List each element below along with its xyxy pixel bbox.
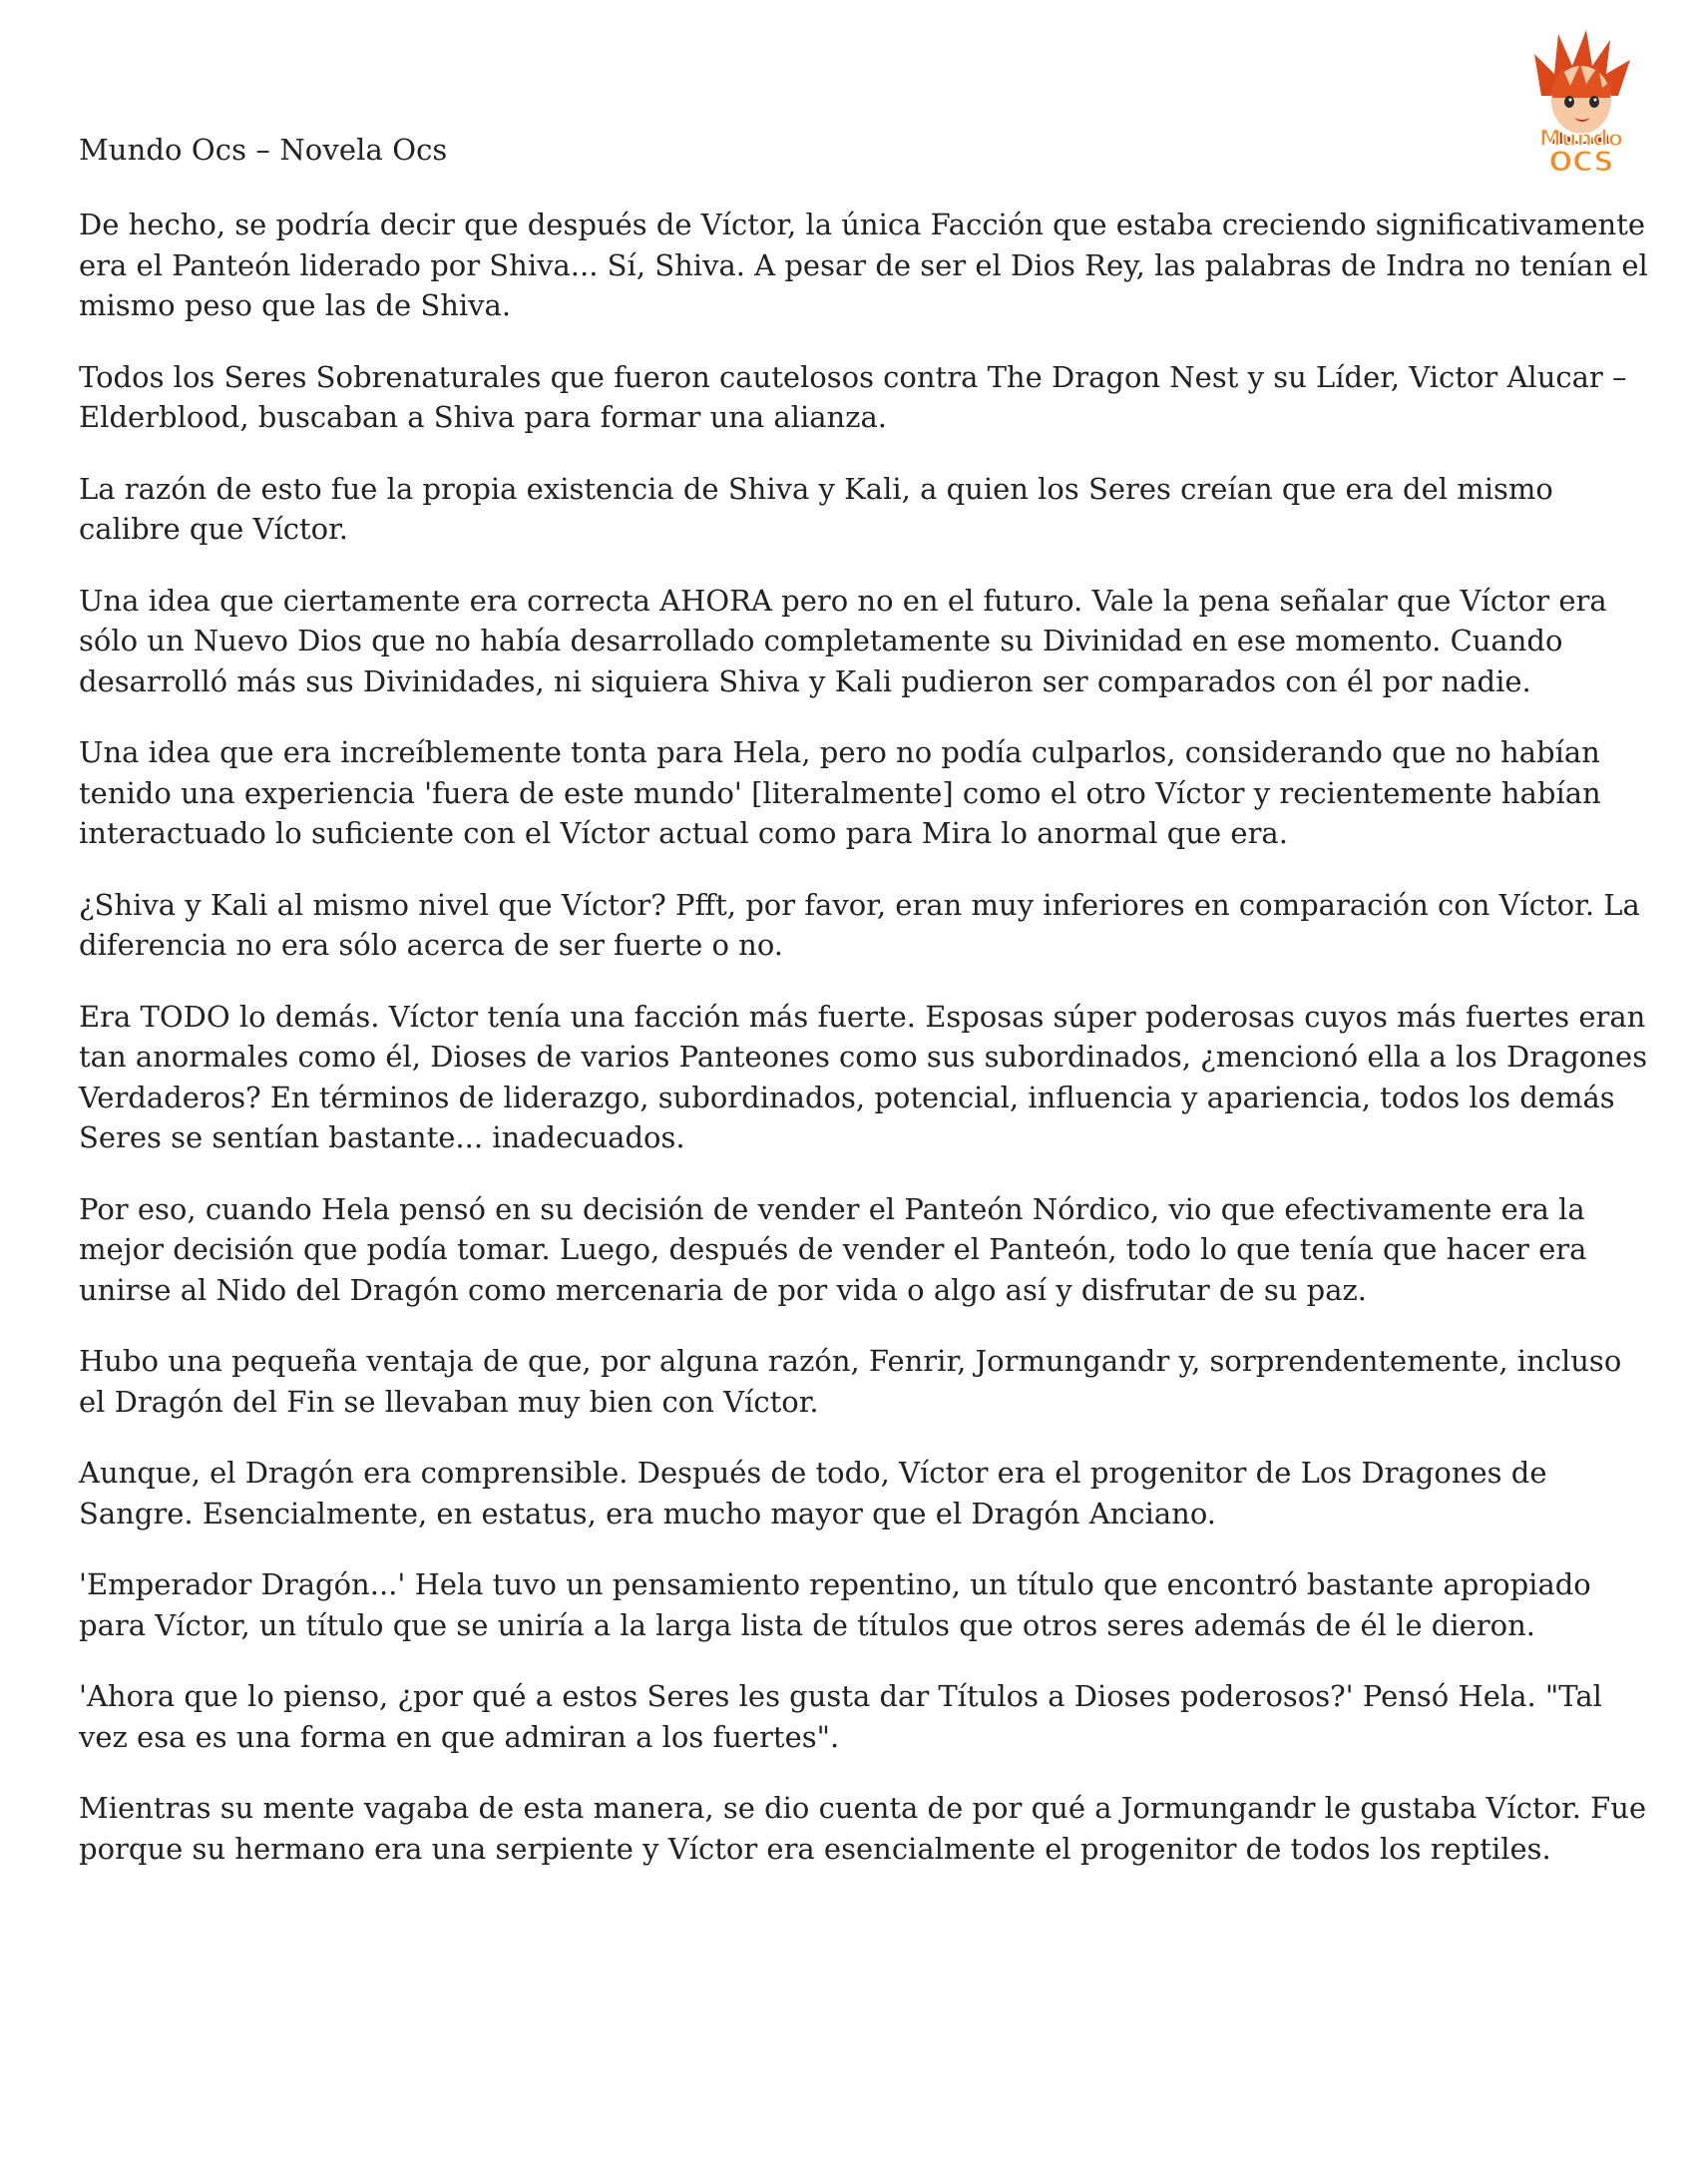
document-body xyxy=(79,205,1655,1900)
paragraph: 'Emperador Dragón...' Hela tuvo un pensamiento repentino, un título que encontró bastante apropiado para Víctor, un título que se uniría a la larga lista de títulos que otros seres además de él le dieron. xyxy=(79,1567,1591,1642)
paragraph: Por eso, cuando Hela pensó en su decisión de vender el Panteón Nórdico, vio que efectivamente era la mejor decisión que podía tomar. Luego, después de vender el Panteón, todo lo que tenía que hacer era unirse al Nido del Dragón como mercenaria de por vida o algo así y disfrutar de su paz. xyxy=(79,1191,1587,1307)
paragraph: Una idea que era increíblemente tonta para Hela, pero no podía culparlos, considerando que no habían tenido una experiencia 'fuera de este mundo' [literalmente] como el otro Víctor y recientemente habían interactuado lo suficiente con el Víctor actual como para Mira lo anormal que era. xyxy=(79,735,1601,850)
paragraph: Hubo una pequeña ventaja de que, por alguna razón, Fenrir, Jormungandr y, sorprendentemente, incluso el Dragón del Fin se llevaban muy bien con Víctor. xyxy=(79,1344,1622,1419)
anime-avatar-logo-icon xyxy=(1506,26,1656,176)
paragraph: Mientras su mente vagaba de esta manera, se dio cuenta de por qué a Jormungandr le gustaba Víctor. Fue porque su hermano era una serpiente y Víctor era esencialmente el progenitor de todos los reptiles. xyxy=(79,1791,1647,1866)
paragraph: Todos los Seres Sobrenaturales que fueron cautelosos contra The Dragon Nest y su Líder, Victor Alucar – Elderblood, buscaban a Shiva para formar una alianza. xyxy=(79,359,1627,434)
svg-text:Mundo: Mundo xyxy=(1538,127,1624,152)
paragraph: ¿Shiva y Kali al mismo nivel que Víctor? Pfft, por favor, eran muy inferiores en comparación con Víctor. La diferencia no era sólo acerca de ser fuerte o no. xyxy=(79,887,1640,962)
paragraph: Aunque, el Dragón era comprensible. Después de todo, Víctor era el progenitor de Los Dragones de Sangre. Esencialmente, en estatus, era mucho mayor que el Dragón Anciano. xyxy=(79,1456,1547,1530)
paragraph: De hecho, se podría decir que después de Víctor, la única Facción que estaba creciendo significativamente era el Panteón liderado por Shiva... Sí, Shiva. A pesar de ser el Dios Rey, las palabras de Indra no tenían el mismo peso que las de Shiva. xyxy=(79,208,1648,322)
page-header-title: Mundo Ocs – Novela Ocs xyxy=(79,133,448,167)
paragraph: 'Ahora que lo pienso, ¿por qué a estos Seres les gusta dar Títulos a Dioses poderosos?' Pensó Hela. "Tal vez esa es una forma en que admiran a los fuertes". xyxy=(79,1679,1602,1754)
paragraph: Una idea que ciertamente era correcta AHORA pero no en el futuro. Vale la pena señalar que Víctor era sólo un Nuevo Dios que no había desarrollado completamente su Divinidad en ese momento. Cuando desarrolló más sus Divinidades, ni siquiera Shiva y Kali pudieron ser comparados con él por nadie. xyxy=(79,583,1607,698)
mundo-ocs-logo xyxy=(1506,26,1656,176)
paragraph: La razón de esto fue la propia existencia de Shiva y Kali, a quien los Seres creían que era del mismo calibre que Víctor. xyxy=(79,471,1553,546)
paragraph: Era TODO lo demás. Víctor tenía una facción más fuerte. Esposas súper poderosas cuyos más fuertes eran tan anormales como él, Dioses de varios Panteones como sus subordinados, ¿mencionó ella a los Dragones Verdaderos? En términos de liderazgo, subordinados, potencial, influencia y apariencia, todos los demás Seres se sentían bastante... inadecuados. xyxy=(79,999,1648,1154)
svg-text:OCS: OCS xyxy=(1548,145,1614,176)
